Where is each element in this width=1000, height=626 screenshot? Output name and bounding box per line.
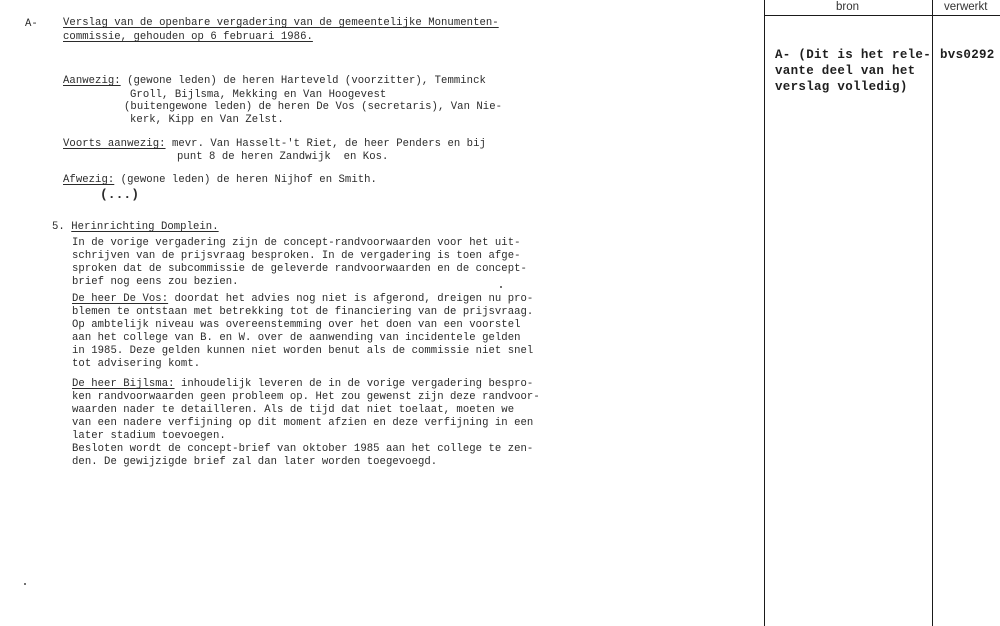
section-title: Herinrichting Domplein. xyxy=(71,221,219,233)
present-line-1: (gewone leden) de heren Harteveld (voorzitter), Temminck xyxy=(120,75,486,87)
decision-line-1: Besloten wordt de concept-brief van oktober 1985 aan het college te zen- xyxy=(72,443,534,455)
header-rule xyxy=(764,15,1000,16)
side-note-line-3: verslag volledig) xyxy=(775,80,908,94)
bijlsma-label: De heer Bijlsma: xyxy=(72,378,175,390)
column-header-bron: bron xyxy=(836,1,860,13)
report-title-line-1: Verslag van de openbare vergadering van de gemeentelijke Monumenten- xyxy=(63,17,499,29)
bijlsma-line-4: van een nadere verfijning op dit moment afzien en deze verfijning in een xyxy=(72,417,534,429)
bijlsma-line-1: inhoudelijk leveren de in de vorige vergadering bespro- xyxy=(174,378,534,390)
verwerkt-code: bvs0292 xyxy=(940,48,995,62)
also-present-line-1: mevr. Van Hasselt-'t Riet, de heer Penders en bij xyxy=(165,138,486,150)
section-heading xyxy=(52,220,219,235)
bijlsma-line-3: waarden nader te detailleren. Als de tijd dat niet toelaat, moeten we xyxy=(72,404,515,416)
also-present-line-2: punt 8 de heren Zandwijk en Kos. xyxy=(177,151,389,163)
present-block xyxy=(63,74,486,89)
scan-speck xyxy=(24,583,26,585)
also-present-label: Voorts aanwezig: xyxy=(63,138,166,150)
absent-label: Afwezig: xyxy=(63,174,115,186)
absent-block xyxy=(63,173,377,188)
present-line-4: kerk, Kipp en Van Zelst. xyxy=(130,114,284,126)
devos-label: De heer De Vos: xyxy=(72,293,169,305)
devos-line-4: aan het college van B. en W. over de aanwending van incidentele gelden xyxy=(72,332,521,344)
devos-line-6: tot advisering komt. xyxy=(72,358,201,370)
column-divider-left xyxy=(764,0,765,626)
side-note-line-2: vante deel van het xyxy=(775,64,916,78)
para1-line-4: brief nog eens zou bezien. xyxy=(72,276,239,288)
ellipsis: (...) xyxy=(100,187,140,202)
present-label: Aanwezig: xyxy=(63,75,121,87)
bijlsma-line-2: ken randvoorwaarden geen probleem op. Het zou gewenst zijn deze randvoor- xyxy=(72,391,540,403)
devos-line-2: blemen te ontstaan met betrekking tot de financiering van de prijsvraag. xyxy=(72,306,534,318)
devos-line-3: Op ambtelijk niveau was overeenstemming over het doen van een voorstel xyxy=(72,319,521,331)
decision-line-2: den. De gewijzigde brief zal dan later worden toegevoegd. xyxy=(72,456,438,468)
devos-line-1: doordat het advies nog niet is afgerond, dreigen nu pro- xyxy=(168,293,534,305)
side-note-line-1: A- (Dit is het rele- xyxy=(775,48,932,62)
para1-line-2: schrijven van de prijsvraag besproken. In de vergadering is toen afge- xyxy=(72,250,521,262)
present-line-3: (buitengewone leden) de heren De Vos (secretaris), Van Nie- xyxy=(124,101,503,113)
present-line-2: Groll, Bijlsma, Mekking en Van Hoogevest xyxy=(130,89,387,101)
bijlsma-line-5: later stadium toevoegen. xyxy=(72,430,226,442)
para1-line-1: In de vorige vergadering zijn de concept-randvoorwaarden voor het uit- xyxy=(72,237,521,249)
column-divider-right xyxy=(932,0,933,626)
column-header-verwerkt: verwerkt xyxy=(944,1,988,13)
scan-speck xyxy=(500,286,502,288)
section-number: 5. xyxy=(52,221,65,233)
para1-line-3: sproken dat de subcommissie de geleverde randvoorwaarden en de concept- xyxy=(72,263,527,275)
devos-line-5: in 1985. Deze gelden kunnen niet worden benut als de commissie niet snel xyxy=(72,345,534,357)
report-title-line-2: commissie, gehouden op 6 februari 1986. xyxy=(63,31,313,43)
absent-line-1: (gewone leden) de heren Nijhof en Smith. xyxy=(114,174,377,186)
margin-marker: A- xyxy=(25,18,38,30)
